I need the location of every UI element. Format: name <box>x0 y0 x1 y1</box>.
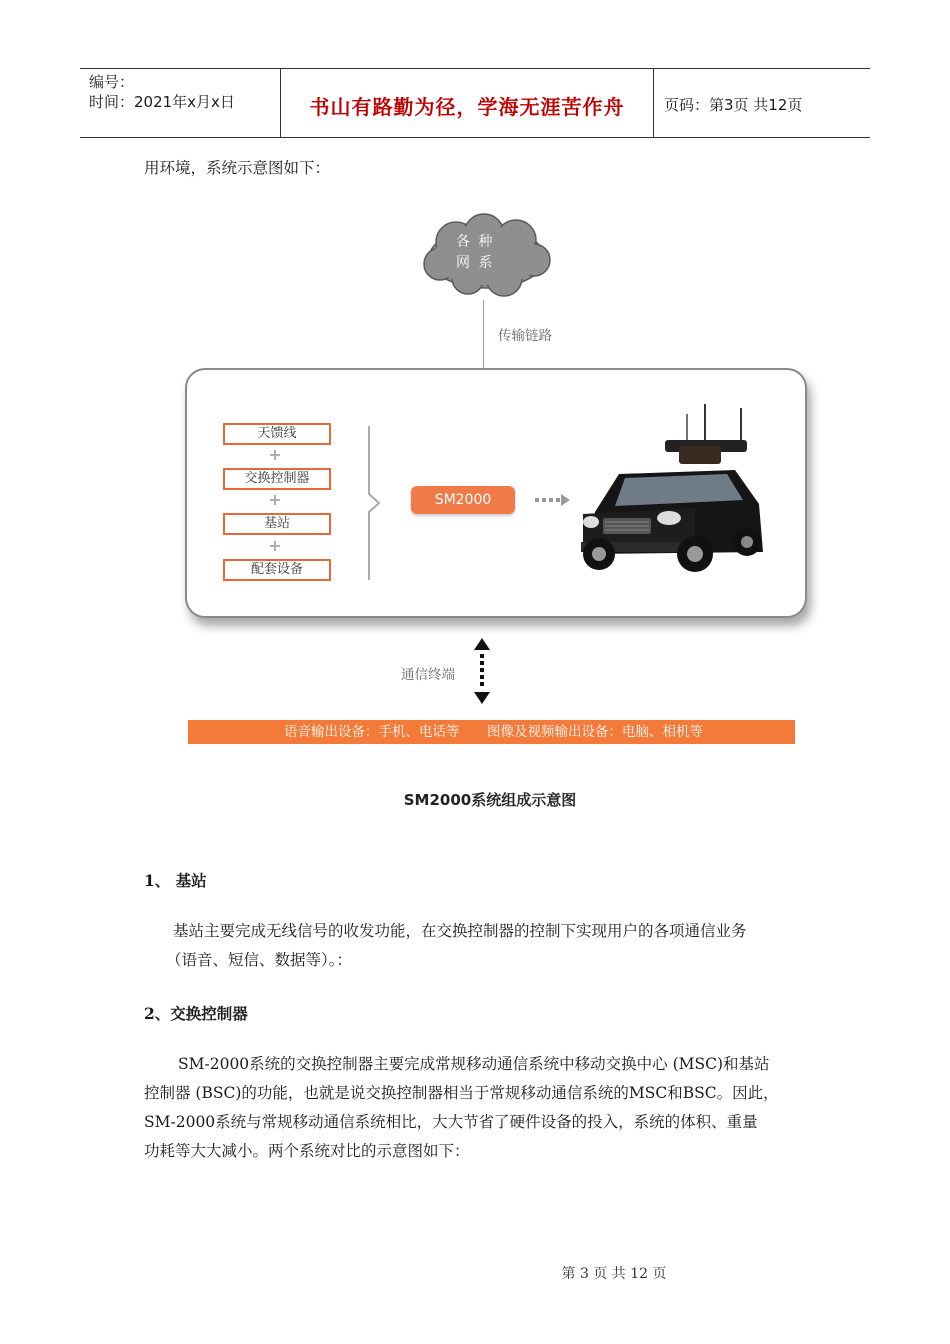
bar-voice-devices: 语音输出设备：手机、电话等 <box>284 724 460 740</box>
document-time-label: 时间：2021年x月x日 <box>89 93 235 111</box>
intro-text: 用环境，系统示意图如下： <box>144 159 331 177</box>
dotted-arrow-icon <box>533 492 573 508</box>
section2-line: 控制器 (BSC)的功能，也就是说交换控制器相当于常规移动通信系统的MSC和BSC。因此， <box>144 1084 779 1102</box>
double-arrow-icon <box>472 638 492 704</box>
section2-line: 功耗等大大减小。两个系统对比的示意图如下： <box>144 1142 470 1160</box>
page-footer: 第 3 页 共 12 页 <box>561 1266 667 1282</box>
terminal-label: 通信终端 <box>401 667 455 683</box>
output-devices-bar <box>188 720 795 744</box>
plus-icon: + <box>268 445 282 464</box>
section1-line1: 基站主要完成无线信号的收发功能，在交换控制器的控制下实现用户的各项通信业务 <box>173 922 747 940</box>
section2-heading: 2、交换控制器 <box>144 1004 248 1023</box>
cloud-text-line1: 各 种 <box>456 234 495 250</box>
sm2000-badge: SM2000 <box>411 486 515 514</box>
bracket-icon <box>359 424 385 582</box>
header-motto: 书山有路勤为径，学海无涯苦作舟 <box>309 95 625 119</box>
bar-video-devices: 图像及视频输出设备：电脑、相机等 <box>487 724 703 740</box>
component-antenna: 天馈线 <box>223 423 331 445</box>
diagram-caption: SM2000系统组成示意图 <box>403 791 577 809</box>
section2-line: SM-2000系统与常规移动通信系统相比，大大节省了硬件设备的投入，系统的体积、重量 <box>144 1113 758 1131</box>
section2-line: SM-2000系统的交换控制器主要完成常规移动通信系统中移动交换中心 (MSC)和基站 <box>178 1055 770 1073</box>
vehicle-icon <box>575 404 771 584</box>
plus-icon: + <box>268 536 282 555</box>
section1-heading: 1、 基站 <box>144 871 207 890</box>
header-page-info: 页码：第3页 共12页 <box>664 96 803 114</box>
plus-icon: + <box>268 490 282 509</box>
transmission-link-label: 传输链路 <box>498 328 552 344</box>
section1-line2: （语音、短信、数据等）。： <box>166 951 353 969</box>
component-support-equipment: 配套设备 <box>223 559 331 581</box>
document-number-label: 编号： <box>89 73 135 91</box>
system-panel <box>185 368 807 618</box>
transmission-link-line <box>483 300 484 368</box>
component-base-station: 基站 <box>223 513 331 535</box>
component-switch-controller: 交换控制器 <box>223 468 331 490</box>
cloud-text-line2: 网 系 <box>456 255 495 271</box>
